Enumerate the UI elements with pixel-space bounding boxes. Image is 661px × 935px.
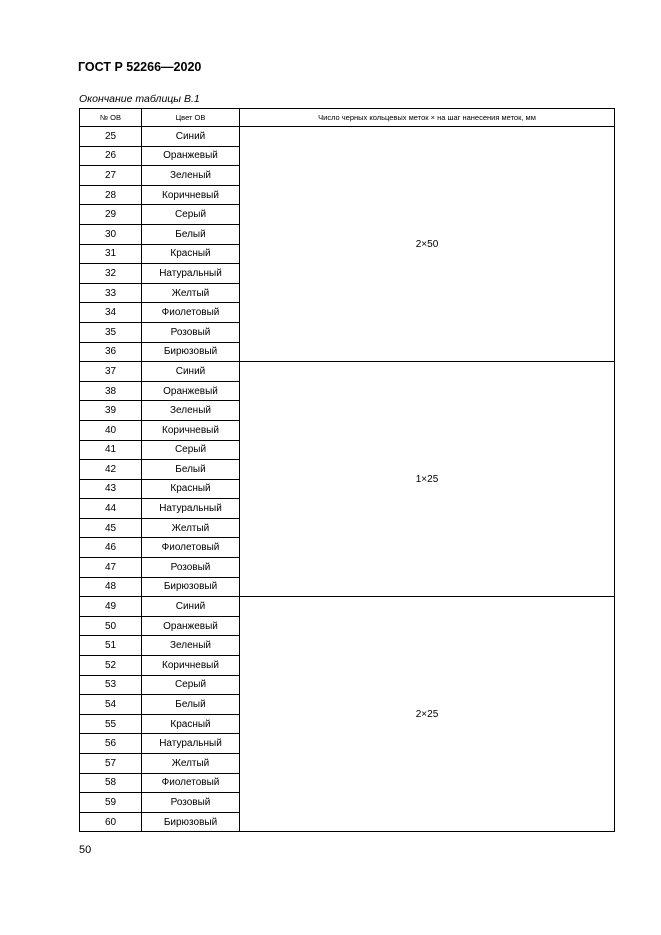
fiber-number-cell: 25 [80,127,142,147]
fiber-number-cell: 54 [80,695,142,715]
fiber-number-cell: 36 [80,342,142,362]
fiber-color-cell: Зеленый [142,166,240,186]
fiber-color-cell: Белый [142,460,240,480]
fiber-number-cell: 41 [80,440,142,460]
fiber-number-cell: 31 [80,244,142,264]
fiber-color-cell: Синий [142,127,240,147]
fiber-number-cell: 34 [80,303,142,323]
fiber-color-cell: Фиолетовый [142,773,240,793]
fiber-color-table [79,108,615,832]
fiber-color-cell: Фиолетовый [142,303,240,323]
fiber-color-cell: Красный [142,714,240,734]
fiber-color-cell: Коричневый [142,656,240,676]
table-row [80,362,615,382]
fiber-number-cell: 58 [80,773,142,793]
fiber-color-cell: Зеленый [142,636,240,656]
fiber-number-cell: 45 [80,518,142,538]
fiber-color-cell: Натуральный [142,264,240,284]
table-header-row [80,109,615,127]
fiber-color-cell: Бирюзовый [142,577,240,597]
fiber-color-cell: Желтый [142,518,240,538]
fiber-color-cell: Желтый [142,283,240,303]
fiber-number-cell: 48 [80,577,142,597]
table-caption: Окончание таблицы В.1 [79,93,200,105]
fiber-number-cell: 50 [80,616,142,636]
fiber-number-cell: 46 [80,538,142,558]
fiber-color-cell: Синий [142,597,240,617]
fiber-color-cell: Зеленый [142,401,240,421]
fiber-color-cell: Бирюзовый [142,812,240,832]
fiber-number-cell: 42 [80,460,142,480]
fiber-number-cell: 53 [80,675,142,695]
fiber-number-cell: 29 [80,205,142,225]
fiber-color-cell: Белый [142,695,240,715]
page-number: 50 [79,844,92,856]
fiber-number-cell: 51 [80,636,142,656]
fiber-number-cell: 30 [80,224,142,244]
fiber-number-cell: 39 [80,401,142,421]
fiber-number-cell: 35 [80,322,142,342]
fiber-color-cell: Оранжевый [142,146,240,166]
fiber-number-cell: 27 [80,166,142,186]
fiber-number-cell: 26 [80,146,142,166]
fiber-number-cell: 52 [80,656,142,676]
ring-marks-cell: 2×25 [240,597,615,832]
fiber-number-cell: 38 [80,381,142,401]
fiber-number-cell: 59 [80,793,142,813]
fiber-color-cell: Натуральный [142,499,240,519]
fiber-color-cell: Желтый [142,754,240,774]
fiber-color-cell: Бирюзовый [142,342,240,362]
fiber-number-cell: 37 [80,362,142,382]
fiber-color-cell: Натуральный [142,734,240,754]
fiber-color-cell: Розовый [142,793,240,813]
fiber-number-cell: 49 [80,597,142,617]
document-header: ГОСТ Р 52266—2020 [78,60,202,74]
column-header-fiber-color: Цвет ОВ [142,109,240,127]
fiber-color-cell: Фиолетовый [142,538,240,558]
table-row [80,597,615,617]
fiber-number-cell: 56 [80,734,142,754]
table-row [80,127,615,147]
fiber-color-cell: Коричневый [142,420,240,440]
fiber-number-cell: 33 [80,283,142,303]
fiber-number-cell: 47 [80,558,142,578]
column-header-ring-marks: Число черных кольцевых меток × на шаг нанесения меток, мм [240,109,615,127]
fiber-number-cell: 40 [80,420,142,440]
fiber-color-cell: Розовый [142,322,240,342]
fiber-number-cell: 57 [80,754,142,774]
fiber-number-cell: 60 [80,812,142,832]
fiber-number-cell: 44 [80,499,142,519]
fiber-number-cell: 28 [80,185,142,205]
fiber-number-cell: 32 [80,264,142,284]
fiber-color-cell: Серый [142,440,240,460]
table-body [80,127,615,832]
fiber-color-cell: Розовый [142,558,240,578]
fiber-color-cell: Серый [142,205,240,225]
column-header-fiber-number: № ОВ [80,109,142,127]
fiber-color-cell: Красный [142,244,240,264]
ring-marks-cell: 1×25 [240,362,615,597]
fiber-color-cell: Синий [142,362,240,382]
fiber-number-cell: 43 [80,479,142,499]
fiber-color-cell: Серый [142,675,240,695]
fiber-color-cell: Оранжевый [142,616,240,636]
fiber-number-cell: 55 [80,714,142,734]
fiber-color-cell: Оранжевый [142,381,240,401]
fiber-color-cell: Коричневый [142,185,240,205]
fiber-color-cell: Белый [142,224,240,244]
ring-marks-cell: 2×50 [240,127,615,362]
fiber-color-cell: Красный [142,479,240,499]
